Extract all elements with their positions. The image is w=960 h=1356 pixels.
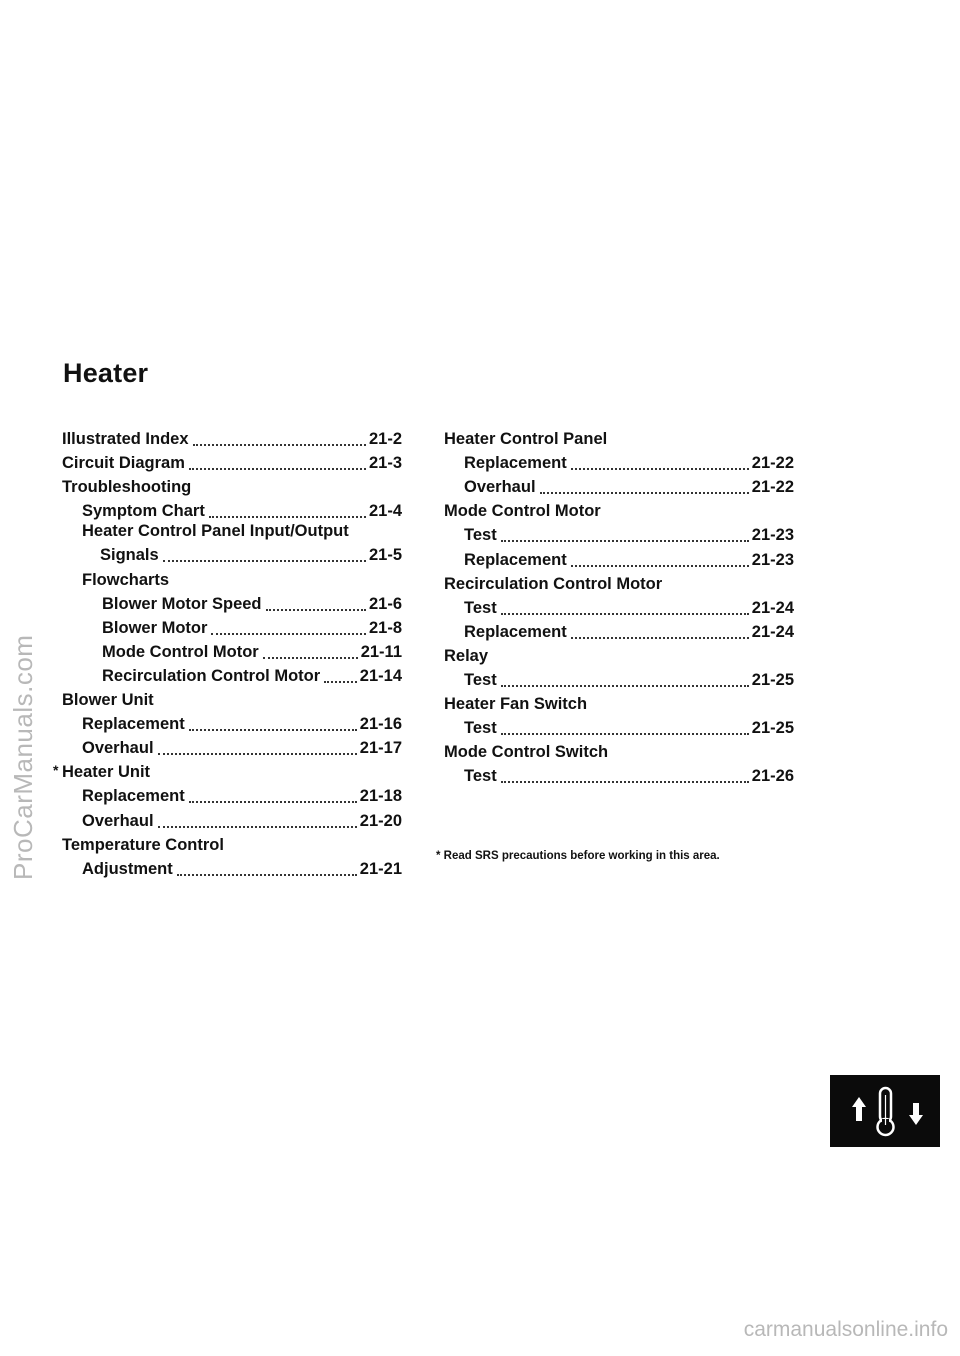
entry-label: Heater Unit xyxy=(62,763,151,782)
dot-leader xyxy=(501,781,749,783)
page-number: 21-17 xyxy=(359,739,402,758)
page-number: 21-22 xyxy=(751,454,794,473)
dot-leader xyxy=(571,637,749,639)
page-number: 21-4 xyxy=(368,502,402,521)
entry-label: Troubleshooting xyxy=(62,478,192,497)
toc-left-entry xyxy=(62,425,402,449)
page-number: 21-25 xyxy=(751,671,794,690)
dot-leader xyxy=(209,516,366,518)
dot-leader xyxy=(571,468,749,470)
entry-label: Blower Motor xyxy=(102,618,208,637)
entry-label: Symptom Chart xyxy=(82,502,205,521)
page-number: 21-8 xyxy=(368,618,402,637)
toc-left-entry xyxy=(62,449,402,473)
entry-label: Adjustment xyxy=(82,859,173,878)
entry-label: Test xyxy=(464,526,497,545)
page-number: 21-22 xyxy=(751,478,794,497)
entry-label: Heater Fan Switch xyxy=(444,695,588,714)
dot-leader xyxy=(158,753,357,755)
entry-label: Recirculation Control Motor xyxy=(444,574,663,593)
toc-left-entry xyxy=(62,806,402,830)
page-number: 21-16 xyxy=(359,715,402,734)
page-number: 21-18 xyxy=(359,787,402,806)
heater-temperature-arrows-icon xyxy=(830,1075,940,1147)
entry-label: Replacement xyxy=(464,550,567,569)
dot-leader xyxy=(163,560,366,562)
entry-label: Test xyxy=(464,767,497,786)
srs-marker: * xyxy=(53,762,59,779)
entry-label: Test xyxy=(464,598,497,617)
entry-label: Overhaul xyxy=(82,811,154,830)
page-number: 21-2 xyxy=(368,430,402,449)
entry-label: Temperature Control xyxy=(62,835,224,854)
toc-left-entry xyxy=(62,710,402,734)
entry-label: Overhaul xyxy=(464,478,536,497)
toc-right-entry xyxy=(444,570,794,594)
dot-leader xyxy=(501,540,749,542)
toc-right-entry xyxy=(444,762,794,786)
entry-label: Test xyxy=(464,719,497,738)
entry-label: Blower Unit xyxy=(62,691,154,710)
bottom-watermark: carmanualsonline.info xyxy=(743,1318,948,1341)
entry-label: Overhaul xyxy=(82,739,154,758)
page-number: 21-5 xyxy=(368,546,402,565)
dot-leader xyxy=(189,801,357,803)
toc-left-entry xyxy=(62,686,402,710)
entry-label: Replacement xyxy=(82,787,185,806)
toc-left-entry xyxy=(62,473,402,497)
toc-left-entry xyxy=(62,541,402,565)
page-number: 21-11 xyxy=(360,642,402,661)
side-watermark: ProCarManuals.com xyxy=(8,634,38,880)
entry-label: Replacement xyxy=(464,622,567,641)
entry-label: Test xyxy=(464,671,497,690)
dot-leader xyxy=(177,874,357,876)
dot-leader xyxy=(324,681,357,683)
dot-leader xyxy=(501,613,749,615)
toc-left-entry xyxy=(62,565,402,589)
entry-label: Signals xyxy=(100,546,159,565)
page-number: 21-3 xyxy=(368,454,402,473)
page-number: 21-6 xyxy=(368,594,402,613)
entry-label: Blower Motor Speed xyxy=(102,594,262,613)
page-number: 21-21 xyxy=(359,859,402,878)
toc-left-entry xyxy=(62,734,402,758)
toc-left-entry xyxy=(62,782,402,806)
dot-leader xyxy=(189,729,357,731)
toc-right-entry xyxy=(444,690,794,714)
entry-label: Mode Control Switch xyxy=(444,743,609,762)
dot-leader xyxy=(571,565,749,567)
toc-right-entry xyxy=(444,449,794,473)
toc-right-entry xyxy=(444,545,794,569)
dot-leader xyxy=(211,633,366,635)
toc-left-entry xyxy=(62,497,402,521)
entry-label: Replacement xyxy=(82,715,185,734)
entry-label: Heater Control Panel Input/Output xyxy=(82,522,349,541)
toc-right-column xyxy=(444,425,794,786)
toc-left-entry xyxy=(62,662,402,686)
dot-leader xyxy=(189,468,366,470)
dot-leader xyxy=(501,685,749,687)
toc-right-entry xyxy=(444,473,794,497)
dot-leader xyxy=(501,733,749,735)
page-number: 21-24 xyxy=(751,622,794,641)
toc-right-entry xyxy=(444,425,794,449)
toc-right-entry xyxy=(444,497,794,521)
page-number: 21-24 xyxy=(751,598,794,617)
page-number: 21-23 xyxy=(751,526,794,545)
toc-left-column xyxy=(53,425,402,879)
toc-left-entry xyxy=(62,831,402,855)
page-number: 21-26 xyxy=(751,767,794,786)
toc-left-entry xyxy=(62,614,402,638)
srs-footnote: * Read SRS precautions before working in this area. xyxy=(436,850,720,862)
toc-left-entry xyxy=(62,638,402,662)
entry-label: Mode Control Motor xyxy=(444,502,601,521)
toc-left-entry xyxy=(62,521,402,541)
entry-label: Circuit Diagram xyxy=(62,454,185,473)
toc-right-entry xyxy=(444,594,794,618)
toc-left-entry xyxy=(62,855,402,879)
entry-label: Mode Control Motor xyxy=(102,642,259,661)
toc-right-entry xyxy=(444,738,794,762)
dot-leader xyxy=(266,609,366,611)
toc-right-entry xyxy=(444,714,794,738)
entry-label: Illustrated Index xyxy=(62,430,189,449)
dot-leader xyxy=(540,492,749,494)
toc-right-entry xyxy=(444,666,794,690)
dot-leader xyxy=(263,657,358,659)
entry-label: Replacement xyxy=(464,454,567,473)
entry-label: Heater Control Panel xyxy=(444,430,608,449)
entry-label: Recirculation Control Motor xyxy=(102,666,321,685)
dot-leader xyxy=(158,826,357,828)
page-number: 21-20 xyxy=(359,811,402,830)
toc-left-entry xyxy=(53,758,402,782)
toc-right-entry xyxy=(444,642,794,666)
entry-label: Flowcharts xyxy=(82,570,170,589)
page-number: 21-23 xyxy=(751,550,794,569)
page-number: 21-25 xyxy=(751,719,794,738)
toc-right-entry xyxy=(444,618,794,642)
page-number: 21-14 xyxy=(359,666,402,685)
section-heading: Heater xyxy=(63,358,149,388)
entry-label: Relay xyxy=(444,646,489,665)
toc-left-entry xyxy=(62,590,402,614)
dot-leader xyxy=(193,444,366,446)
toc-right-entry xyxy=(444,521,794,545)
